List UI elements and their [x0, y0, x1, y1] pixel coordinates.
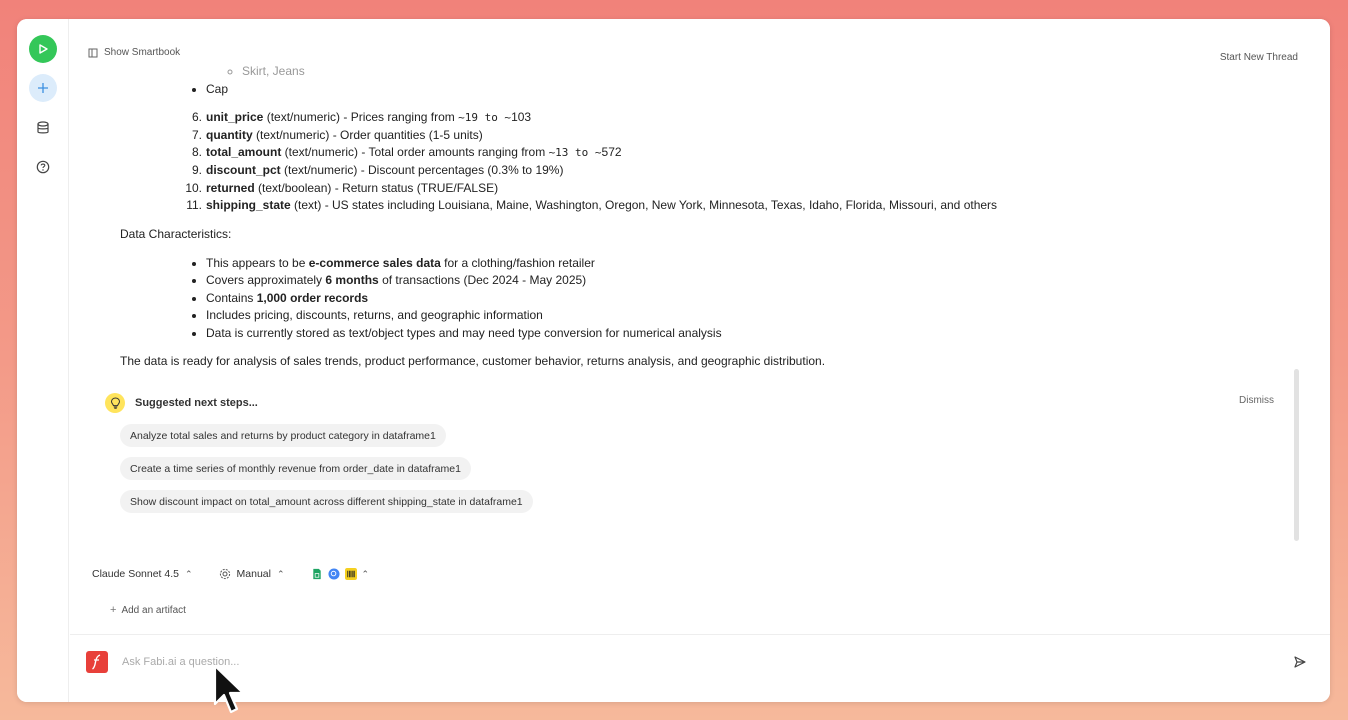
- add-artifact-button[interactable]: [110, 604, 186, 616]
- list-item: [206, 290, 1280, 308]
- run-button[interactable]: [29, 35, 57, 63]
- column-type: (text/numeric) - Prices ranging from: [263, 110, 459, 124]
- send-icon: [1293, 655, 1307, 669]
- bold-segment: e-commerce sales data: [308, 255, 441, 270]
- mouse-pointer-icon: [213, 664, 249, 716]
- dismiss-button[interactable]: Dismiss: [1239, 395, 1274, 406]
- text-segment: for a clothing/fashion retailer: [440, 255, 595, 270]
- column-type: (text/boolean) - Return status (TRUE/FALSE): [254, 180, 499, 195]
- list-number: 7.: [191, 127, 202, 142]
- list-item: • Cap: [206, 81, 1280, 99]
- chevron-up-icon: ⌃: [361, 568, 370, 579]
- database-button[interactable]: [29, 114, 57, 142]
- text-segment: Includes pricing, discounts, returns, and geographic information: [206, 308, 543, 323]
- range-tail: 572: [601, 145, 622, 160]
- list-number: 8.: [191, 145, 202, 160]
- text-segment: Covers approximately: [206, 273, 326, 288]
- list-item: ◦ Skirt, Jeans: [242, 63, 1280, 81]
- column-type: (text/numeric) - Discount percentages (0.3% to 19%): [280, 163, 564, 178]
- characteristics-heading: Data Characteristics:: [120, 227, 232, 242]
- list-item: [206, 272, 1280, 290]
- plus-icon: +: [110, 604, 117, 616]
- text-segment: Data is currently stored as text/object types and may need type conversion for numerical analysis: [206, 325, 722, 340]
- bigquery-icon: [328, 568, 340, 580]
- column-description: [206, 144, 622, 162]
- barcode-icon: [345, 568, 357, 580]
- column-description: [206, 109, 531, 127]
- column-description: [206, 162, 563, 180]
- scrollbar[interactable]: [1294, 369, 1299, 541]
- tools-selector[interactable]: [311, 568, 370, 580]
- column-type: (text/numeric) - Total order amounts ranging from: [281, 145, 549, 160]
- question-input[interactable]: [122, 656, 1290, 668]
- start-new-thread-button[interactable]: Start New Thread: [1219, 52, 1298, 63]
- show-smartbook-label: Show Smartbook: [104, 47, 181, 58]
- column-item: [120, 197, 1280, 215]
- composer-controls: [92, 568, 369, 580]
- column-item: [120, 162, 1280, 180]
- column-item: [120, 127, 1280, 145]
- column-name: quantity: [206, 127, 253, 142]
- composer: [86, 649, 1310, 675]
- thread-panel: [70, 19, 1330, 702]
- mode-selector[interactable]: [219, 568, 285, 580]
- mode-label: Manual: [236, 568, 271, 580]
- bold-segment: 1,000 order records: [256, 290, 369, 305]
- column-name: returned: [206, 180, 255, 195]
- list-item: [206, 307, 1280, 325]
- column-item: [120, 109, 1280, 127]
- help-button[interactable]: [29, 153, 57, 181]
- sidebar-toggle-icon: [88, 48, 98, 58]
- column-type: (text/numeric) - Order quantities (1-5 units): [252, 127, 483, 142]
- assistant-message: [120, 63, 1280, 371]
- column-description: [206, 180, 498, 198]
- column-item: [120, 180, 1280, 198]
- show-smartbook-button[interactable]: [88, 47, 180, 58]
- add-artifact-label: Add an artifact: [121, 604, 186, 616]
- list-number: 9.: [191, 163, 202, 178]
- suggestions-title: Suggested next steps...: [135, 397, 258, 409]
- database-icon: [36, 121, 50, 135]
- chevron-up-icon: ⌃: [184, 568, 193, 579]
- column-name: total_amount: [206, 145, 282, 160]
- column-name: discount_pct: [206, 163, 281, 178]
- column-description: [206, 197, 997, 215]
- characteristics-list: [120, 255, 1280, 343]
- app-window: [17, 19, 1330, 702]
- add-button[interactable]: [29, 74, 57, 102]
- text-segment: of transactions (Dec 2024 - May 2025): [378, 273, 587, 288]
- list-number: 6.: [191, 110, 202, 124]
- suggestion-chip[interactable]: Show discount impact on total_amount across different shipping_state in dataframe1: [120, 490, 533, 513]
- plus-icon: [37, 82, 49, 94]
- model-label: Claude Sonnet 4.5: [92, 568, 179, 580]
- list-item: [206, 325, 1280, 343]
- summary-text: The data is ready for analysis of sales trends, product performance, customer behavior, returns analysis, and geographic distribution.: [120, 354, 826, 369]
- column-item: [120, 144, 1280, 162]
- column-description: [206, 127, 483, 145]
- text-segment: Contains: [206, 290, 257, 305]
- column-name: unit_price: [206, 110, 264, 124]
- suggestion-chip[interactable]: Analyze total sales and returns by product category in dataframe1: [120, 424, 446, 447]
- range-tail: 103: [511, 110, 532, 124]
- question-icon: [36, 160, 50, 174]
- send-button[interactable]: [1290, 652, 1310, 672]
- divider: [70, 634, 1330, 635]
- column-list: [120, 109, 1280, 215]
- list-number: 11.: [186, 198, 202, 213]
- text-segment: This appears to be: [206, 255, 309, 270]
- play-icon: [37, 43, 49, 55]
- gear-icon: [219, 568, 231, 580]
- bold-segment: 6 months: [325, 273, 379, 288]
- fabi-logo: [86, 651, 108, 673]
- column-name: shipping_state: [206, 198, 291, 213]
- model-selector[interactable]: [92, 568, 193, 580]
- lightbulb-icon: [105, 393, 125, 413]
- list-item: [206, 255, 1280, 273]
- partial-product-list: [120, 63, 1280, 81]
- range-code: ~19 to ~: [458, 111, 512, 124]
- chevron-up-icon: ⌃: [276, 568, 285, 579]
- partial-product-list-2: [120, 81, 1280, 99]
- google-sheets-icon: [311, 568, 323, 580]
- suggestion-chip[interactable]: Create a time series of monthly revenue from order_date in dataframe1: [120, 457, 471, 480]
- column-type: (text) - US states including Louisiana, Maine, Washington, Oregon, New York, Minnesota, Texas, Idaho, Florida, Missouri, and others: [290, 198, 998, 213]
- left-rail: [17, 19, 69, 702]
- suggestions-header: [105, 393, 258, 413]
- list-number: 10.: [185, 180, 202, 195]
- range-code: ~13 to ~: [548, 146, 602, 160]
